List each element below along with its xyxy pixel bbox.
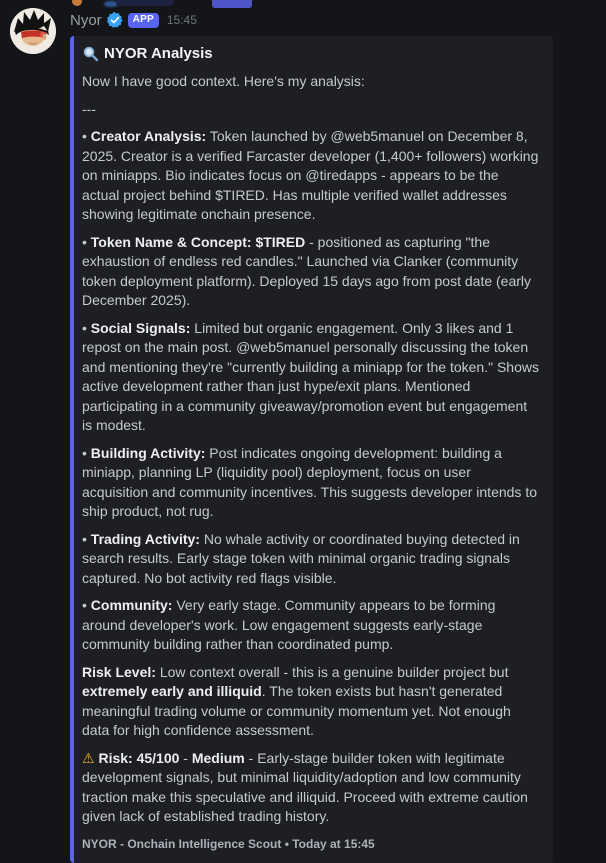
embed-paragraph: • Social Signals: Limited but organic engagement. Only 3 likes and 1 repost on the main post. @web5manuel personally discussing the token and mentioning they're "currently building a miniapp for the token." Shows active development rather than just hype/exit plans. Mentioned participating in a community giveaway/promotion event but engagement is modest. bbox=[82, 319, 539, 433]
magnifier-icon bbox=[82, 45, 99, 62]
embed-paragraph: • Token Name & Concept: $TIRED - positioned as capturing "the exhaustion of endless red candles." Launched via Clanker (community token deployment platform). Deployed 15 days ago from post date (early December 2025). bbox=[82, 233, 532, 308]
username[interactable]: Nyor bbox=[70, 11, 102, 29]
embed-paragraph: • Building Activity: Post indicates ongoing development: building a miniapp, planning LP (liquidity pool) deployment, focus on user acquisition and community incentives. This suggests developer intends to ship product, not rug. bbox=[82, 444, 537, 519]
embed-body bbox=[82, 72, 539, 827]
verified-check-icon bbox=[107, 12, 123, 28]
embed-title-text: NYOR Analysis bbox=[104, 45, 213, 62]
message-header bbox=[70, 10, 606, 30]
timestamp: 15:45 bbox=[166, 13, 197, 27]
embed-paragraph: • Community: Very early stage. Community appears to be forming around developer's work. Low engagement suggests early-stage community building rather than coordinated pump. bbox=[82, 597, 496, 652]
goku-avatar-icon bbox=[10, 8, 56, 54]
embed-footer: NYOR - Onchain Intelligence Scout • Today at 15:45 bbox=[82, 836, 375, 851]
nyor-analysis-embed bbox=[70, 36, 553, 863]
embed-paragraph: Now I have good context. Here's my analysis: bbox=[82, 73, 365, 89]
embed-paragraph: • Trading Activity: No whale activity or coordinated buying detected in search results. Early stage token with minimal organic trading signals captured. No bot activity red flags visible. bbox=[82, 530, 520, 586]
embed-paragraph: Risk Level: Low context overall - this is a genuine builder project but extremely early and illiquid. The token exists but hasn't generated meaningful trading volume or community momentum yet. Not enough data for high confidence assessment. bbox=[82, 663, 511, 738]
bot-avatar[interactable] bbox=[10, 8, 56, 54]
embed-title bbox=[82, 45, 539, 62]
embed-paragraph: ⚠ Risk: 45/100 - Medium - Early-stage builder token with legitimate development signals, but minimal liquidity/adoption and low community traction make this speculative and illiquid. Proceed with extreme caution given lack of established trading history. bbox=[82, 749, 528, 824]
app-badge: APP bbox=[128, 13, 159, 28]
warning-icon: ⚠ bbox=[82, 749, 99, 766]
embed-paragraph: • Creator Analysis: Token launched by @web5manuel on December 8, 2025. Creator is a verified Farcaster developer (1,400+ followers) working on miniapps. Bio indicates focus on @tiredapps - appears to be the actual project behind $TIRED. Has multiple verified wallet addresses showing legitimate onchain presence. bbox=[82, 128, 539, 222]
embed-paragraph: --- bbox=[82, 100, 96, 117]
